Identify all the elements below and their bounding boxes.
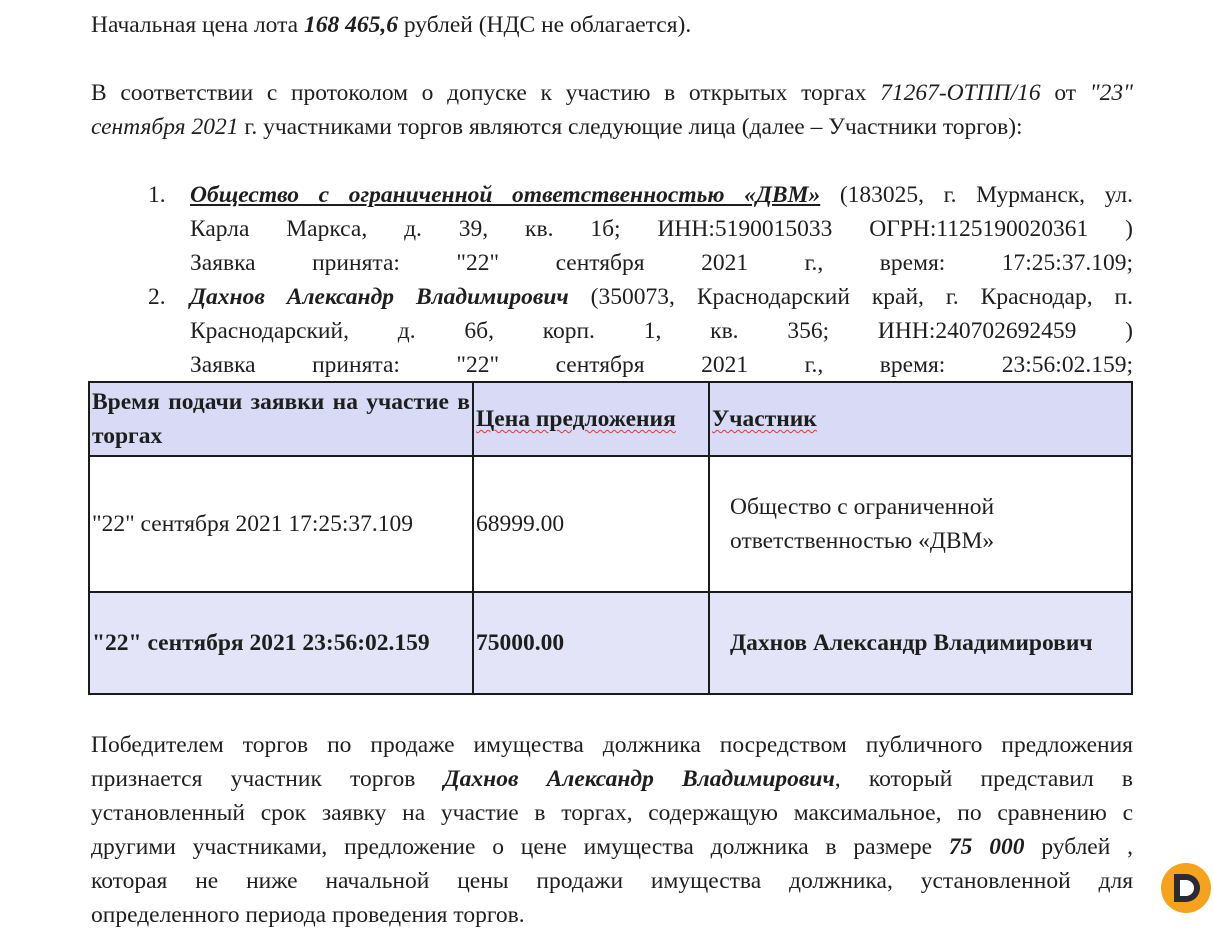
participant-application-time: Заявка принята: "22" сентября 2021 г., время: 17:25:37.109; bbox=[190, 250, 1133, 276]
winning-amount: 75 000 bbox=[948, 834, 1025, 860]
protocol-paragraph bbox=[91, 76, 1133, 144]
winner-name: Дахнов Александр Владимирович bbox=[443, 766, 835, 792]
winner-line: определенного периода проведения торгов. bbox=[91, 902, 525, 928]
brand-logo-icon bbox=[1160, 862, 1212, 914]
start-price-paragraph bbox=[91, 8, 1133, 42]
protocol-number: 71267-ОТПП/16 bbox=[880, 80, 1041, 106]
participant-item bbox=[148, 178, 1133, 280]
cell-price: 68999.00 bbox=[473, 456, 709, 592]
cell-participant: Дахнов Александр Владимирович bbox=[709, 592, 1132, 694]
participant-application-time: Заявка принята: "22" сентября 2021 г., время: 23:56:02.159; bbox=[190, 352, 1133, 378]
cell-time: "22" сентября 2021 23:56:02.159 bbox=[89, 592, 473, 694]
table-row bbox=[89, 592, 1132, 694]
winner-paragraph bbox=[91, 728, 1133, 932]
cell-participant: Общество с ограниченной ответственностью «ДВМ» bbox=[709, 456, 1132, 592]
header-time: Время подачи заявки на участие в торгах bbox=[89, 382, 473, 456]
winner-line: установленный срок заявку на участие в торгах, содержащую максимальное, по сравнению с bbox=[91, 800, 1133, 826]
winner-line: Победителем торгов по продаже имущества должника посредством публичного предложения bbox=[91, 732, 1133, 758]
start-price-label: Начальная цена лота bbox=[91, 12, 304, 38]
table-row bbox=[89, 456, 1132, 592]
participants-list bbox=[148, 178, 1133, 382]
participant-name: Дахнов Александр Владимирович bbox=[190, 284, 569, 310]
winner-text: другими участниками, предложение о цене имущества должника в размере bbox=[91, 834, 949, 860]
start-price-suffix: рублей (НДС не облагается). bbox=[397, 12, 692, 38]
protocol-from: от bbox=[1040, 80, 1090, 106]
winner-text: признается участник торгов bbox=[91, 766, 444, 792]
table-header-row bbox=[89, 382, 1132, 456]
bids-table bbox=[88, 381, 1133, 695]
participant-name: Общество с ограниченной ответственностью «ДВМ» bbox=[190, 182, 821, 208]
protocol-text: В соответствии с протоколом о допуске к участию в открытых торгах bbox=[91, 80, 881, 106]
participant-details: Карла Маркса, д. 39, кв. 1б; ИНН:5190015033 ОГРН:1125190020361 ) bbox=[190, 216, 1133, 242]
winner-text: , который представил в bbox=[834, 766, 1134, 792]
protocol-date-month: сентября 2021 bbox=[91, 114, 239, 140]
header-participant: Участник bbox=[709, 382, 1132, 456]
cell-time: "22" сентября 2021 17:25:37.109 bbox=[89, 456, 473, 592]
participant-address: (183025, г. Мурманск, ул. bbox=[820, 182, 1133, 208]
header-price: Цена предложения bbox=[473, 382, 709, 456]
list-number: 1. bbox=[148, 182, 166, 208]
protocol-text-continued: г. участниками торгов являются следующие лица (далее – Участники торгов): bbox=[238, 114, 1023, 140]
participant-address: (350073, Краснодарский край, г. Краснодар, п. bbox=[568, 284, 1133, 310]
participant-details: Краснодарский, д. 6б, корп. 1, кв. 356; ИНН:240702692459 ) bbox=[190, 318, 1133, 344]
participant-item bbox=[148, 280, 1133, 382]
cell-price: 75000.00 bbox=[473, 592, 709, 694]
winner-text: рублей , bbox=[1024, 834, 1134, 860]
list-number: 2. bbox=[148, 284, 166, 310]
protocol-date-day: "23" bbox=[1089, 80, 1133, 106]
winner-line: которая не ниже начальной цены продажи имущества должника, установленной для bbox=[91, 868, 1133, 894]
start-price-value: 168 465,6 bbox=[303, 12, 398, 38]
